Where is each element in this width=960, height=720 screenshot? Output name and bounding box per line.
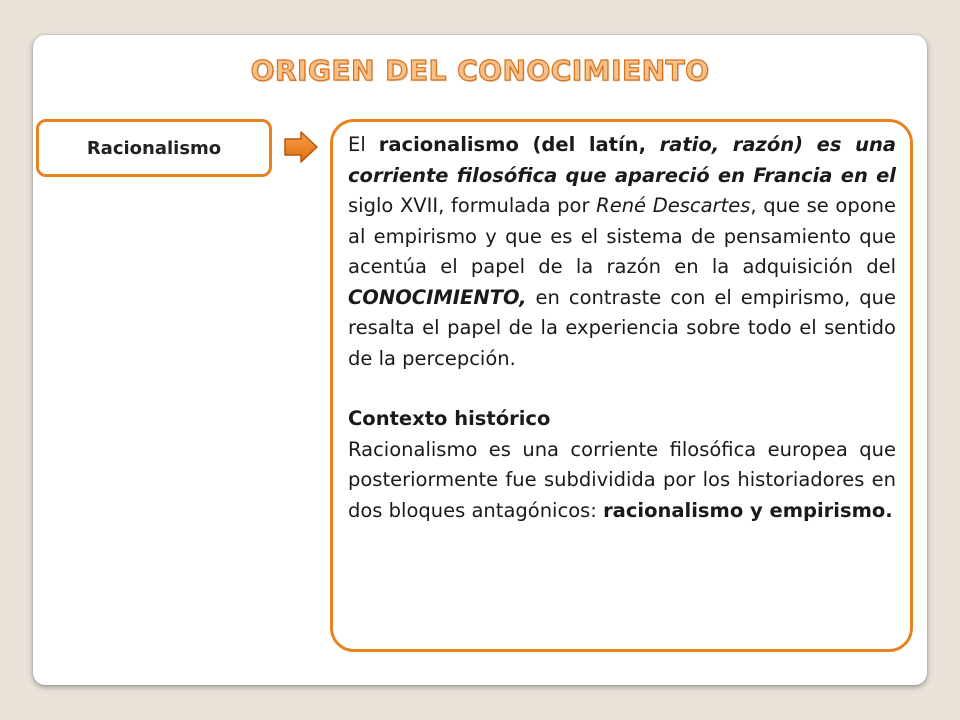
- text-span: siglo XVII, formulada por: [348, 194, 597, 217]
- text-bold-italic: CONOCIMIENTO,: [348, 285, 527, 309]
- content-text: [348, 130, 896, 526]
- text-span: , que se opone al empirismo y que es el sistema de pensamiento que acentúa el papel de la razón en la adquisición del: [348, 194, 897, 278]
- topic-label: Racionalismo: [86, 137, 222, 159]
- text-italic: René Descartes: [596, 194, 751, 217]
- paragraph-definition: [348, 130, 896, 374]
- text-span: El: [348, 133, 379, 156]
- text-span: Racionalismo es una corriente filosófica europea que posteriormente fue subdividida por los historiadores en dos bloques antagónicos:: [348, 437, 896, 522]
- topic-label-box: [36, 119, 272, 177]
- text-bold-italic: ratio, razón): [659, 133, 804, 156]
- arrow-right-icon: [283, 129, 319, 165]
- page-title: ORIGEN DEL CONOCIMIENTO: [250, 54, 710, 87]
- paragraph-context: [348, 435, 896, 527]
- section-heading: Contexto histórico: [348, 407, 551, 430]
- text-bold: racionalismo y empirismo.: [603, 498, 893, 522]
- text-bold: racionalismo (del latín,: [378, 133, 660, 156]
- text-bold-italic: es una corriente filosófica que apareció en Francia en el: [348, 133, 896, 187]
- text-span: en contraste con el empirismo, que resalta el papel de la experiencia sobre todo el sentido de la percepción.: [348, 285, 896, 370]
